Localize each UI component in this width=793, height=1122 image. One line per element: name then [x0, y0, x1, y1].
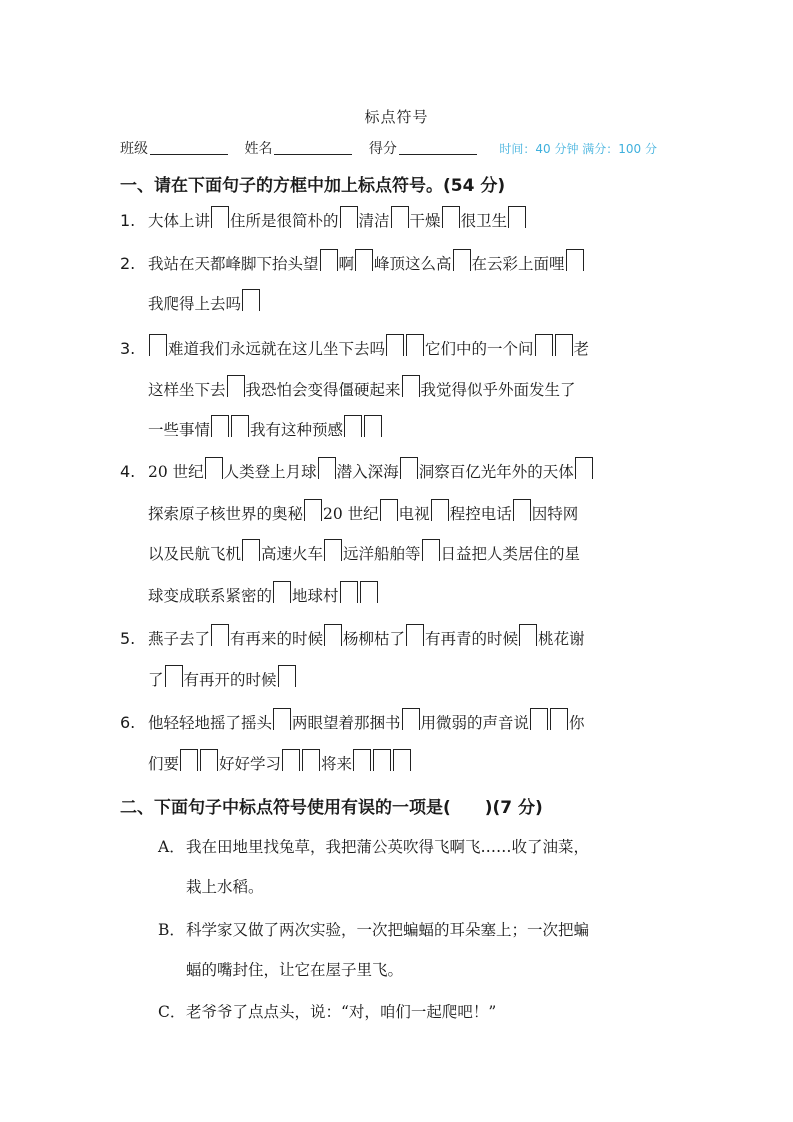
- punctuation-box[interactable]: [355, 249, 373, 271]
- sentence-text: 我觉得似乎外面发生了: [420, 381, 576, 399]
- punctuation-box[interactable]: [442, 206, 460, 228]
- sentence-text: 好好学习: [219, 755, 282, 773]
- punctuation-box[interactable]: [431, 499, 449, 521]
- punctuation-box[interactable]: [149, 334, 167, 356]
- punctuation-box[interactable]: [550, 708, 568, 730]
- question-line: [120, 334, 589, 364]
- sentence-text: 在云彩上面哩: [471, 255, 565, 273]
- sentence-text: 有再开的时候: [183, 671, 277, 689]
- student-info-row: [120, 138, 680, 158]
- question-line: [120, 624, 585, 654]
- question-line: [148, 749, 412, 779]
- punctuation-box[interactable]: [324, 624, 342, 646]
- sentence-text: 燕子去了: [148, 630, 211, 648]
- question-line: [148, 665, 297, 695]
- sentence-text: 老: [573, 340, 590, 358]
- section-2-heading: 二、下面句子中标点符号使用有误的一项是( )(7 分): [120, 798, 543, 818]
- sentence-text: 清洁: [358, 212, 390, 230]
- question-line: [120, 206, 527, 236]
- punctuation-box[interactable]: [508, 206, 526, 228]
- punctuation-box[interactable]: [519, 624, 537, 646]
- question-number: 2.: [120, 254, 136, 273]
- punctuation-box[interactable]: [373, 749, 391, 771]
- punctuation-box[interactable]: [393, 749, 411, 771]
- sentence-text: 程控电话: [449, 505, 512, 523]
- question-number: 4.: [120, 462, 136, 481]
- punctuation-box[interactable]: [165, 665, 183, 687]
- punctuation-box[interactable]: [380, 499, 398, 521]
- punctuation-box[interactable]: [360, 581, 378, 603]
- option-key: C．: [158, 1003, 186, 1021]
- score-label: 得分: [368, 141, 397, 157]
- punctuation-box[interactable]: [227, 375, 245, 397]
- sentence-text: 你: [569, 714, 585, 732]
- sentence-text: 我恐怕会变得僵硬起来: [245, 381, 401, 399]
- punctuation-box[interactable]: [513, 499, 531, 521]
- sentence-text: 洞察百亿光年外的天体: [418, 463, 574, 481]
- punctuation-box[interactable]: [324, 539, 342, 561]
- sentence-text: 电视: [398, 505, 430, 523]
- sentence-text: 干燥: [409, 212, 441, 230]
- punctuation-box[interactable]: [304, 499, 322, 521]
- question-line: [148, 375, 576, 405]
- punctuation-box[interactable]: [391, 206, 409, 228]
- punctuation-box[interactable]: [211, 415, 229, 437]
- sentence-text: 啊: [338, 255, 355, 273]
- sentence-text: 它们中的一个问: [425, 340, 534, 358]
- sentence-text: 这样坐下去: [148, 381, 226, 399]
- question-number: 3.: [120, 339, 136, 358]
- punctuation-box[interactable]: [211, 624, 229, 646]
- punctuation-box[interactable]: [575, 457, 593, 479]
- punctuation-box[interactable]: [340, 206, 358, 228]
- punctuation-box[interactable]: [364, 415, 382, 437]
- sentence-text: 桃花谢: [538, 630, 585, 648]
- punctuation-box[interactable]: [282, 749, 300, 771]
- question-line: [148, 289, 261, 319]
- option-line[interactable]: [158, 997, 496, 1027]
- punctuation-box[interactable]: [402, 708, 420, 730]
- class-blank[interactable]: [150, 140, 228, 155]
- question-number: 6.: [120, 713, 136, 732]
- punctuation-box[interactable]: [278, 665, 296, 687]
- sentence-text: 用微弱的声音说: [420, 714, 530, 732]
- punctuation-box[interactable]: [318, 457, 336, 479]
- punctuation-box[interactable]: [205, 457, 223, 479]
- punctuation-box[interactable]: [340, 581, 358, 603]
- option-line[interactable]: [158, 915, 589, 945]
- score-blank[interactable]: [399, 140, 477, 155]
- punctuation-box[interactable]: [273, 708, 291, 730]
- option-text-continued: 蝠的嘴封住，让它在屋子里飞。: [186, 961, 404, 979]
- sentence-text: 有再来的时候: [230, 630, 324, 648]
- punctuation-box[interactable]: [273, 581, 291, 603]
- sentence-text: 潜入深海: [336, 463, 399, 481]
- punctuation-box[interactable]: [406, 624, 424, 646]
- option-text: 老爷爷了点点头，说：“对，咱们一起爬吧！”: [186, 1003, 497, 1021]
- sentence-text: 们要: [148, 755, 180, 773]
- sentence-text: 我爬得上去吗: [148, 295, 242, 313]
- punctuation-box[interactable]: [386, 334, 404, 356]
- sentence-text: 因特网: [531, 505, 579, 523]
- sentence-text: 20 世纪: [148, 463, 204, 481]
- question-number: 5.: [120, 629, 136, 648]
- option-text: 我在田地里找兔草，我把蒲公英吹得飞啊飞……收了油菜，: [186, 838, 590, 856]
- sentence-text: 一些事情: [148, 421, 211, 439]
- sentence-text: 他轻轻地摇了摇头: [148, 714, 273, 732]
- sentence-text: 探索原子核世界的奥秘: [148, 505, 304, 523]
- punctuation-box[interactable]: [406, 334, 424, 356]
- punctuation-box[interactable]: [530, 708, 548, 730]
- sentence-text: 两眼望着那捆书: [292, 714, 401, 732]
- punctuation-box[interactable]: [302, 749, 320, 771]
- class-label: 班级: [120, 141, 148, 157]
- sentence-text: 日益把人类居住的星: [440, 545, 581, 563]
- punctuation-box[interactable]: [231, 415, 249, 437]
- question-line: [148, 499, 578, 529]
- question-line: [120, 457, 594, 487]
- question-line: [120, 708, 585, 738]
- punctuation-box[interactable]: [566, 249, 584, 271]
- sentence-text: 难道我们永远就在这儿坐下去吗: [168, 340, 386, 358]
- punctuation-box[interactable]: [211, 206, 229, 228]
- question-number: 1.: [120, 211, 136, 230]
- option-key: B．: [158, 921, 185, 939]
- sentence-text: 了: [148, 671, 164, 689]
- question-line: [120, 249, 585, 279]
- sentence-text: 球变成联系紧密的: [148, 587, 273, 605]
- sentence-text: 我有这种预感: [250, 421, 344, 439]
- punctuation-box[interactable]: [402, 375, 420, 397]
- page-title: 标点符号: [364, 108, 429, 126]
- sentence-text: 高速火车: [261, 545, 324, 563]
- sentence-text: 远洋船舶等: [343, 545, 421, 563]
- sentence-text: 地球村: [292, 587, 339, 605]
- sentence-text: 将来: [321, 755, 353, 773]
- name-label: 姓名: [244, 141, 273, 157]
- option-line[interactable]: [158, 832, 589, 862]
- question-line: [148, 415, 383, 445]
- sentence-text: 以及民航飞机: [148, 545, 242, 563]
- punctuation-box[interactable]: [344, 415, 362, 437]
- option-text-continued: 栽上水稻。: [186, 878, 264, 896]
- sentence-text: 杨柳枯了: [343, 630, 406, 648]
- question-line: [148, 539, 580, 569]
- time-score-meta: 时间：40 分钟 满分：100 分: [499, 142, 657, 156]
- sentence-text: 我站在天都峰脚下抬头望: [148, 255, 319, 273]
- punctuation-box[interactable]: [242, 539, 260, 561]
- punctuation-box[interactable]: [400, 457, 418, 479]
- punctuation-box[interactable]: [242, 289, 260, 311]
- punctuation-box[interactable]: [320, 249, 338, 271]
- sentence-text: 有再青的时候: [425, 630, 519, 648]
- section-1-heading: 一、请在下面句子的方框中加上标点符号。(54 分): [120, 176, 506, 196]
- option-text: 科学家又做了两次实验，一次把蝙蝠的耳朵塞上；一次把蝙: [186, 921, 590, 939]
- question-line: [148, 581, 379, 611]
- sentence-text: 人类登上月球: [223, 463, 317, 481]
- punctuation-box[interactable]: [535, 334, 553, 356]
- punctuation-box[interactable]: [453, 249, 471, 271]
- sentence-text: 峰顶这么高: [374, 255, 452, 273]
- punctuation-box[interactable]: [422, 539, 440, 561]
- sentence-text: 很卫生: [460, 212, 508, 230]
- name-blank[interactable]: [274, 140, 352, 155]
- punctuation-box[interactable]: [180, 749, 198, 771]
- option-key: A．: [158, 838, 185, 856]
- punctuation-box[interactable]: [353, 749, 371, 771]
- sentence-text: 住所是很简朴的: [230, 212, 339, 230]
- punctuation-box[interactable]: [200, 749, 218, 771]
- punctuation-box[interactable]: [555, 334, 573, 356]
- sentence-text: 20 世纪: [323, 505, 379, 523]
- sentence-text: 大体上讲: [148, 212, 211, 230]
